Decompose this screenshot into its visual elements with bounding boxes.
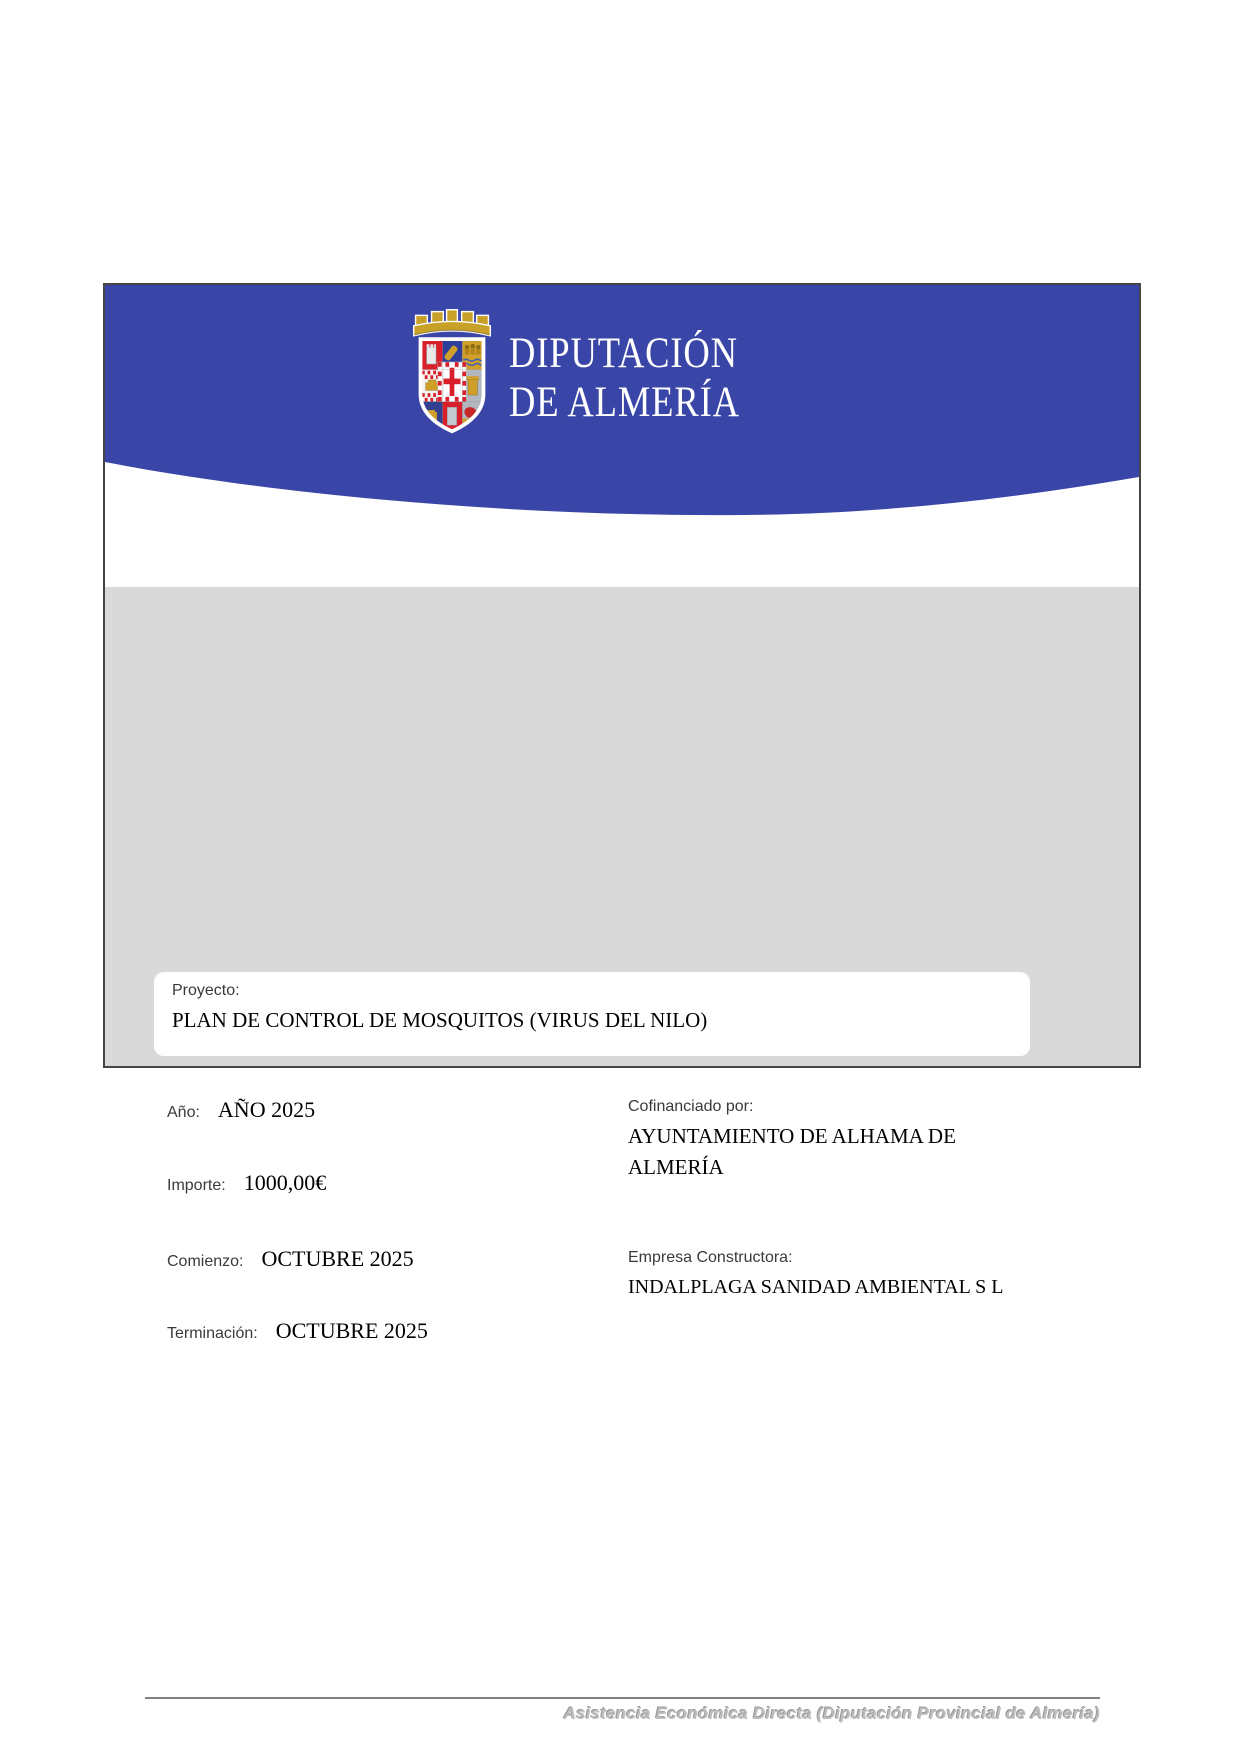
field-anio xyxy=(154,1088,580,1130)
proyecto-value: PLAN DE CONTROL DE MOSQUITOS (VIRUS DEL NILO) xyxy=(172,1008,708,1032)
field-comienzo xyxy=(154,1237,580,1279)
importe-label: Importe: xyxy=(167,1177,226,1194)
terminacion-label: Terminación: xyxy=(167,1325,258,1342)
field-empresa xyxy=(610,1239,1030,1351)
info-panel xyxy=(105,587,1139,1343)
org-title-line2: DE ALMERÍA xyxy=(509,379,740,426)
comienzo-value: OCTUBRE 2025 xyxy=(261,1246,414,1271)
comienzo-label: Comienzo: xyxy=(167,1253,244,1270)
anio-label: Año: xyxy=(167,1104,200,1121)
anio-value: AÑO 2025 xyxy=(217,1097,316,1122)
proyecto-label: Proyecto: xyxy=(172,982,240,999)
cofinanciado-label: Cofinanciado por: xyxy=(628,1098,754,1115)
field-proyecto xyxy=(154,972,1030,1056)
org-title-line1: DIPUTACIÓN xyxy=(509,330,738,377)
field-cofinanciado xyxy=(610,1088,1030,1204)
empresa-value: INDALPLAGA SANIDAD AMBIENTAL S L xyxy=(628,1276,1004,1298)
field-importe xyxy=(154,1161,580,1203)
org-title xyxy=(509,329,740,427)
footer-divider xyxy=(145,1697,1100,1699)
importe-value: 1000,00€ xyxy=(243,1170,327,1195)
empresa-label: Empresa Constructora: xyxy=(628,1249,793,1266)
cofinanciado-value: AYUNTAMIENTO DE ALHAMA DE ALMERÍA xyxy=(628,1124,956,1179)
field-terminacion xyxy=(154,1309,580,1351)
almeria-coat-of-arms-icon xyxy=(405,303,499,441)
footer-caption: Asistencia Económica Directa (Diputación Provincial de Almería) xyxy=(563,1704,1100,1723)
terminacion-value: OCTUBRE 2025 xyxy=(275,1318,428,1343)
announcement-card xyxy=(103,283,1141,1343)
